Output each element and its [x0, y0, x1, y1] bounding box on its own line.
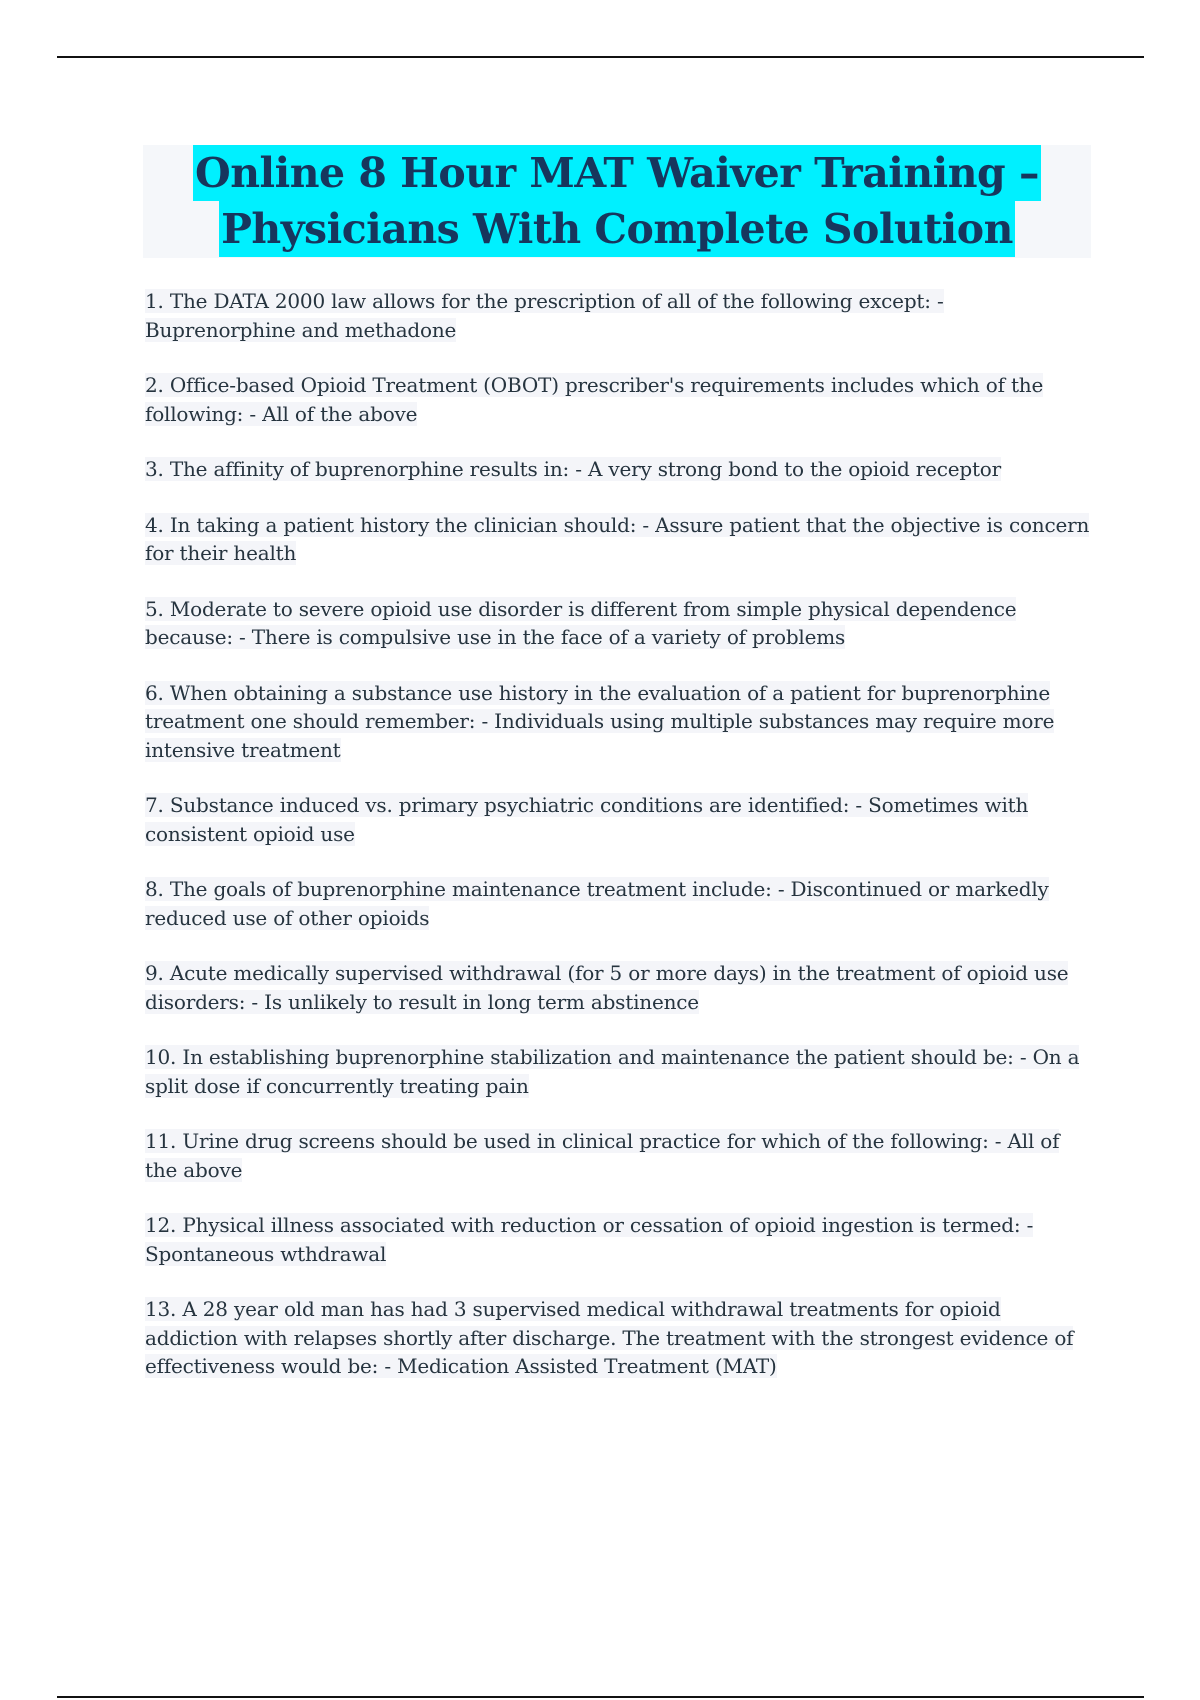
qa-text: 10. In establishing buprenorphine stabilization and maintenance the patient should be: - On a split dose if concurrently treating pain	[145, 1045, 1080, 1098]
list-item	[145, 875, 1090, 932]
list-item	[145, 455, 1090, 484]
qa-text: 11. Urine drug screens should be used in clinical practice for which of the following: - All of the above	[145, 1129, 1060, 1182]
list-item	[145, 1127, 1090, 1184]
list-item	[145, 679, 1090, 765]
list-item	[145, 1295, 1090, 1381]
document-title-line-1: Online 8 Hour MAT Waiver Training –	[193, 145, 1041, 201]
qa-text: 2. Office-based Opioid Treatment (OBOT) prescriber's requirements includes which of the following: - All of the above	[145, 373, 1044, 426]
list-item	[145, 959, 1090, 1016]
top-rule	[57, 56, 1144, 58]
title-block	[143, 145, 1091, 258]
qa-text: 7. Substance induced vs. primary psychiatric conditions are identified: - Sometimes with consistent opioid use	[145, 793, 1029, 846]
list-item	[145, 371, 1090, 428]
list-item	[145, 1211, 1090, 1268]
qa-text: 3. The affinity of buprenorphine results in: - A very strong bond to the opioid receptor	[145, 457, 1001, 481]
list-item	[145, 595, 1090, 652]
list-item	[145, 791, 1090, 848]
qa-text: 8. The goals of buprenorphine maintenance treatment include: - Discontinued or markedly reduced use of other opioids	[145, 877, 1049, 930]
qa-text: 12. Physical illness associated with reduction or cessation of opioid ingestion is termed: - Spontaneous wthdrawal	[145, 1213, 1034, 1266]
list-item	[145, 1043, 1090, 1100]
qa-text: 9. Acute medically supervised withdrawal (for 5 or more days) in the treatment of opioid use disorders: - Is unlikely to result in long term abstinence	[145, 961, 1069, 1014]
qa-list	[145, 287, 1090, 1408]
qa-text: 4. In taking a patient history the clinician should: - Assure patient that the objective is concern for their health	[145, 512, 1090, 565]
qa-text: 13. A 28 year old man has had 3 supervised medical withdrawal treatments for opioid addiction with relapses shortly after discharge. The treatment with the strongest evidence of effectiveness would be: - Medication Assisted Treatment (MAT)	[145, 1297, 1074, 1378]
qa-text: 6. When obtaining a substance use history in the evaluation of a patient for buprenorphine treatment one should remember: - Individuals using multiple substances may require more intensive treatment	[145, 680, 1055, 762]
list-item	[145, 287, 1090, 344]
bottom-rule	[57, 1696, 1144, 1698]
document-title-line-2: Physicians With Complete Solution	[219, 201, 1015, 257]
list-item	[145, 511, 1090, 568]
qa-text: 5. Moderate to severe opioid use disorder is different from simple physical dependence because: - There is compulsive use in the face of a variety of problems	[145, 596, 1017, 649]
qa-text: 1. The DATA 2000 law allows for the prescription of all of the following except: - Buprenorphine and methadone	[145, 289, 944, 342]
